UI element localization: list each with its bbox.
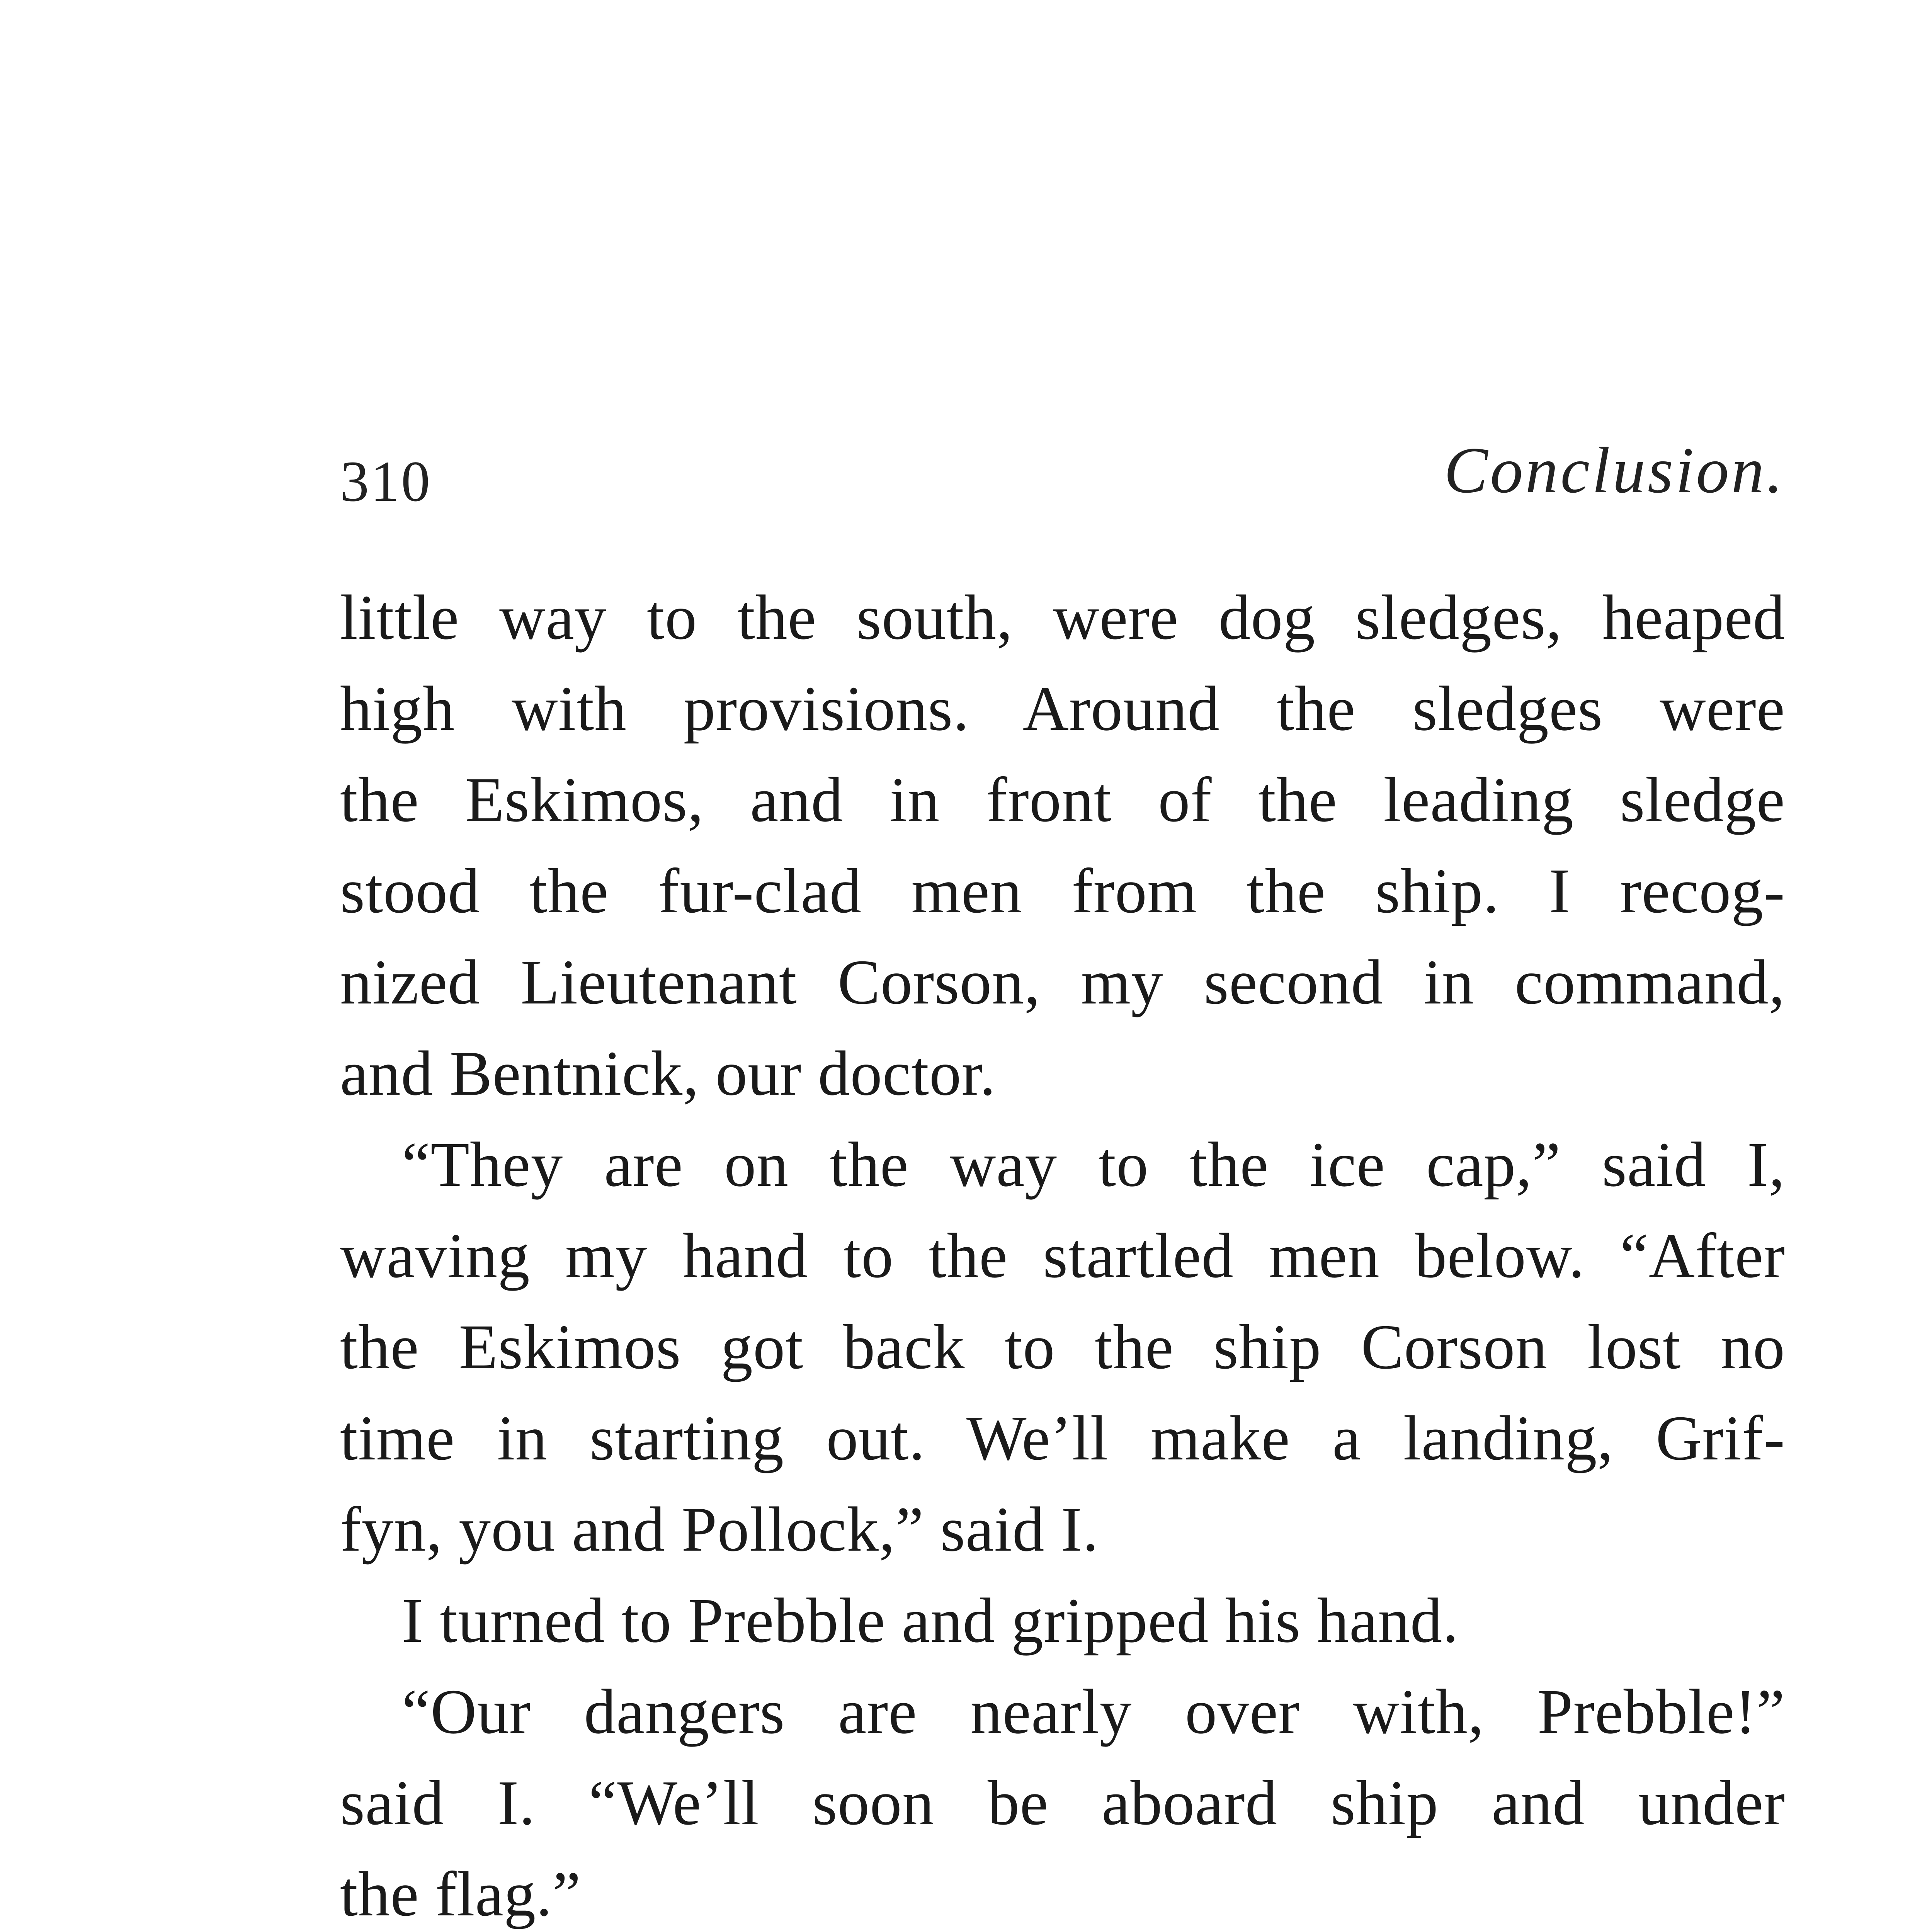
text-line: I turned to Prebble and gripped his hand. [402,1585,1459,1656]
body-text [340,572,1785,1932]
text-line: little way to the south, were dog sledges, heaped [340,582,1785,653]
text-line: high with provisions. Around the sledges were [340,673,1785,744]
text-line: the Eskimos, and in front of the leading sledge [340,764,1785,835]
page-number: 310 [340,449,432,514]
text-line: stood the fur-clad men from the ship. I recog- [340,855,1785,926]
text-line: and Bentnick, our doctor. [340,1038,996,1109]
text-line: “They are on the way to the ice cap,” said I, [402,1129,1785,1200]
text-line: the Eskimos got back to the ship Corson lost no [340,1311,1785,1382]
text-line: said I. “We’ll soon be aboard ship and under [340,1767,1785,1838]
text-line: waving my hand to the startled men below. “After [340,1220,1785,1291]
text-line: nized Lieutenant Corson, my second in command, [340,947,1785,1017]
text-line: the flag.” [340,1859,581,1929]
page-header [340,433,1785,518]
text-line: time in starting out. We’ll make a landing, Grif- [340,1403,1785,1473]
text-line: “Our dangers are nearly over with, Prebble!” [402,1676,1785,1747]
text-line: fyn, you and Pollock,” said I. [340,1494,1099,1565]
running-head: Conclusion. [1444,434,1785,507]
